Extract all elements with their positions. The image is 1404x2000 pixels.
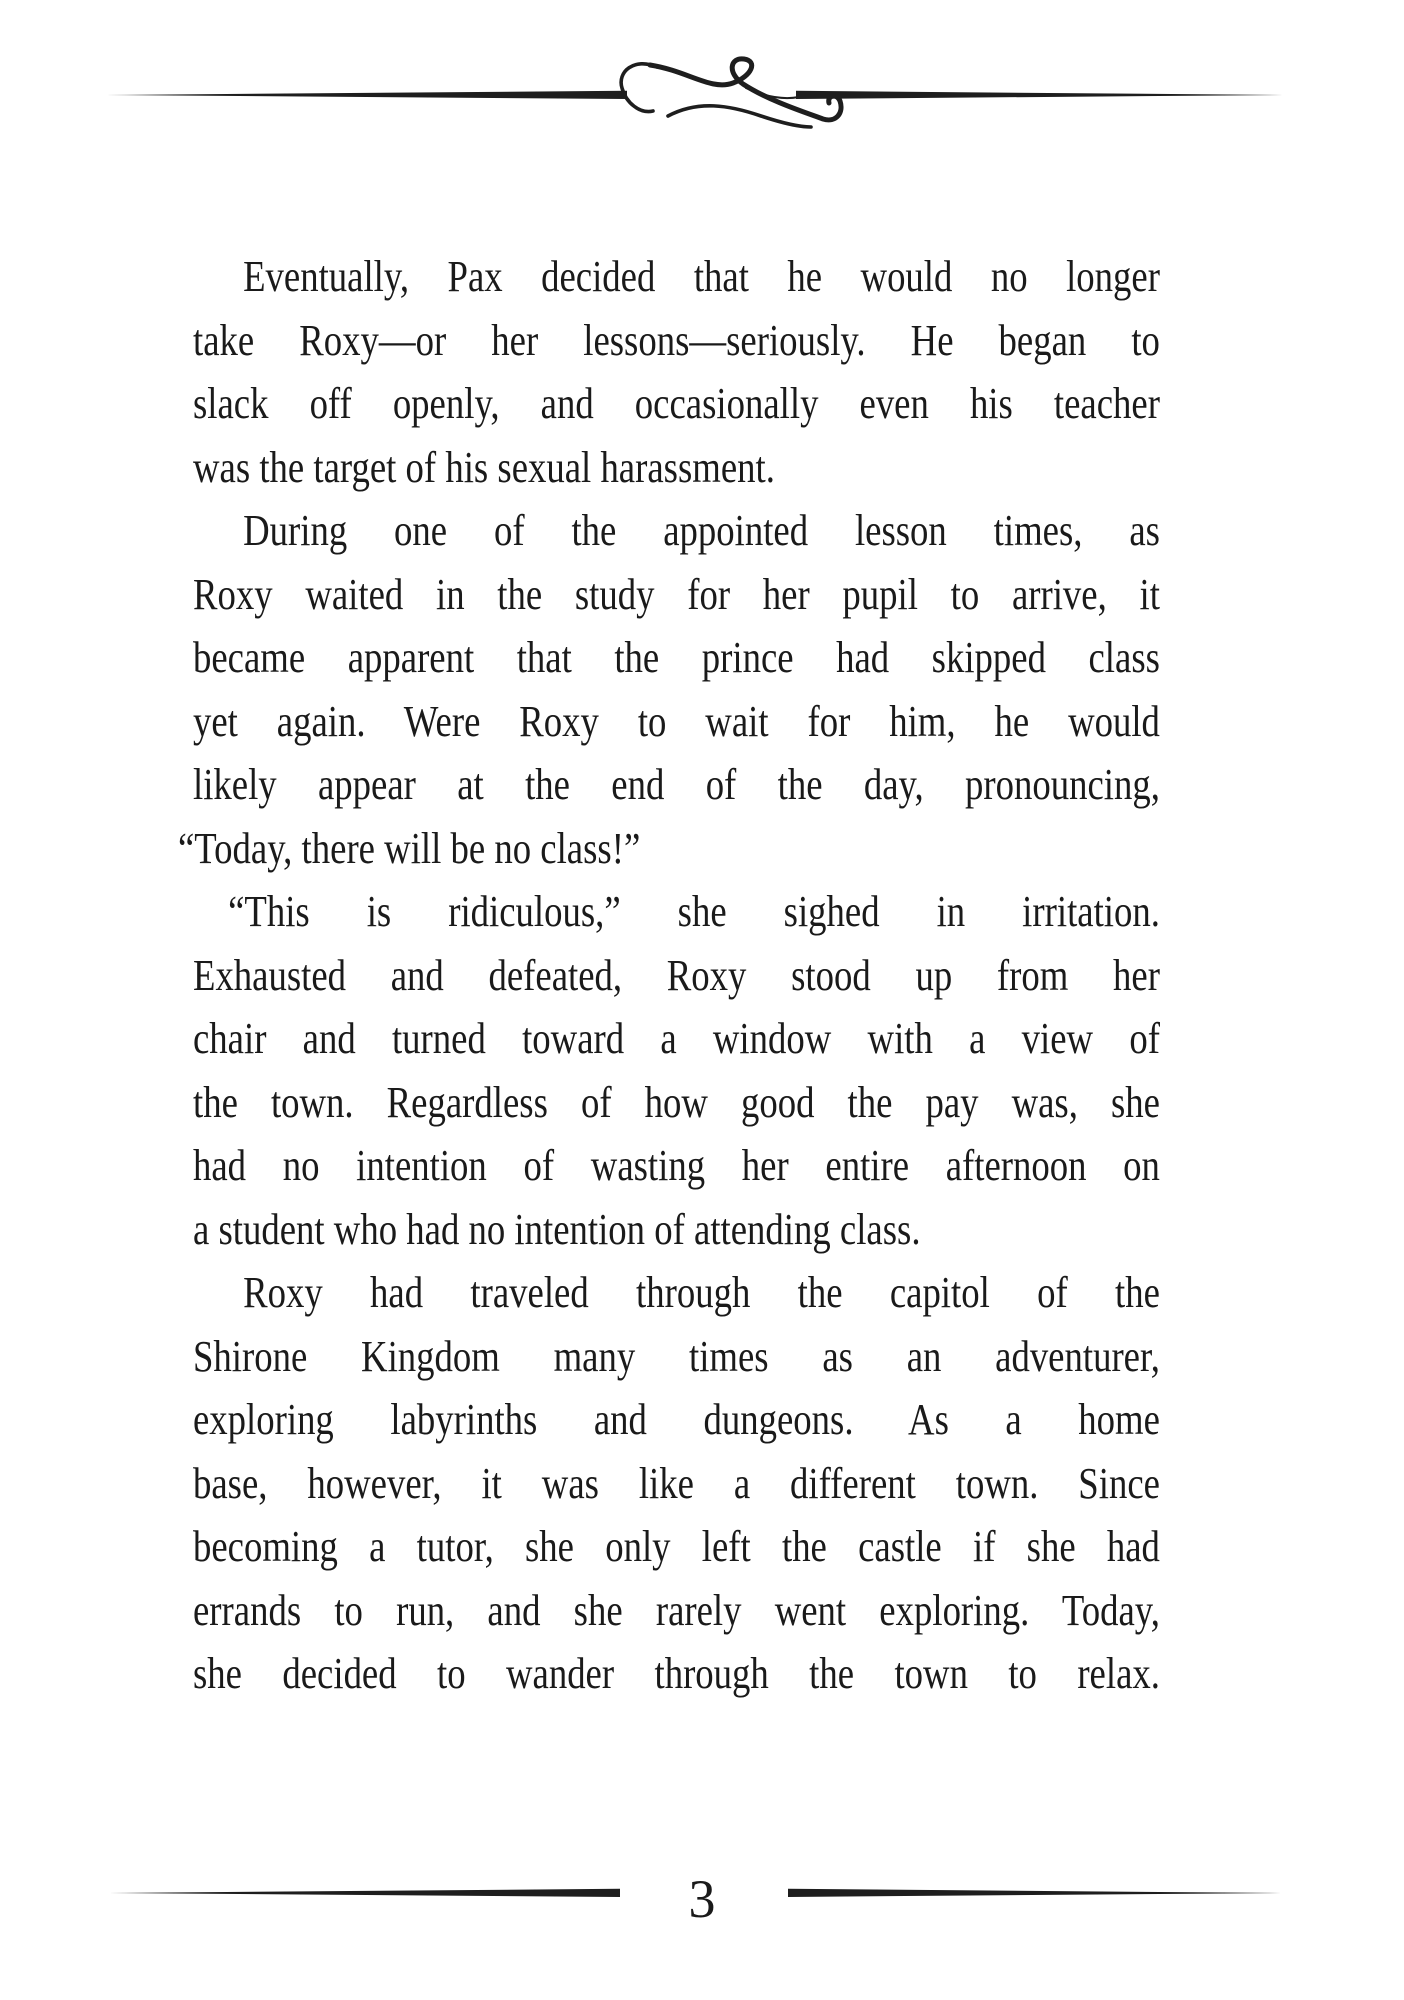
text-line: yet again. Were Roxy to wait for him, he would	[193, 696, 1160, 746]
header-rule-right	[796, 90, 1283, 100]
text-line: was the target of his sexual harassment.	[193, 442, 775, 492]
text-line: Roxy had traveled through the capitol of the	[243, 1268, 1160, 1317]
text-line: had no intention of wasting her entire afternoon on	[193, 1141, 1160, 1190]
text-line: Eventually, Pax decided that he would no longer	[243, 252, 1160, 301]
text-line: Shirone Kingdom many times as an adventurer,	[193, 1331, 1160, 1381]
text-line: chair and turned toward a window with a view of	[193, 1014, 1160, 1063]
text-line: errands to run, and she rarely went exploring. Today,	[193, 1585, 1160, 1635]
text-line: became apparent that the prince had skipped class	[193, 633, 1160, 682]
text-line: take Roxy—or her lessons—seriously. He began to	[193, 315, 1160, 365]
header-rule-left	[106, 90, 627, 100]
footer	[0, 1869, 1404, 1929]
text-line: a student who had no intention of attending class.	[193, 1204, 921, 1254]
text-line: “Today, there will be no class!”	[177, 823, 641, 873]
text-line: “This is ridiculous,” she sighed in irritation.	[228, 887, 1160, 936]
text-line: During one of the appointed lesson times, as	[243, 506, 1160, 555]
text-line: slack off openly, and occasionally even his teacher	[193, 379, 1160, 428]
text-line: the town. Regardless of how good the pay was, she	[193, 1077, 1160, 1127]
text-line: she decided to wander through the town to relax.	[193, 1649, 1160, 1698]
text-line: base, however, it was like a different town. Since	[193, 1458, 1160, 1508]
text-line: Roxy waited in the study for her pupil to arrive, it	[193, 569, 1160, 619]
page-number: 3	[688, 1869, 716, 1929]
text-line: becoming a tutor, she only left the castle if she had	[193, 1522, 1160, 1571]
page-text	[177, 245, 1160, 1706]
footer-rule-right	[788, 1888, 1281, 1898]
text-line: exploring labyrinths and dungeons. As a home	[193, 1395, 1160, 1444]
text-line: likely appear at the end of the day, pronouncing,	[193, 760, 1160, 809]
text-line: Exhausted and defeated, Roxy stood up from her	[193, 950, 1160, 1000]
